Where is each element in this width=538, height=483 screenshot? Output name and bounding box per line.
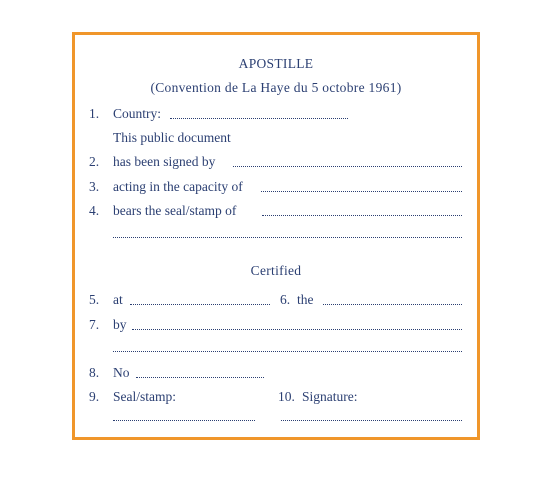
field-label-seal-of: bears the seal/stamp of (113, 203, 237, 218)
certified-heading: Certified (250, 263, 302, 278)
signed-by-blank-line (233, 166, 462, 167)
seal-of-continuation-line (113, 237, 462, 238)
field-label-by: by (113, 317, 127, 332)
field-number: 8. (89, 365, 100, 380)
field-label-country: Country: (113, 106, 162, 121)
field-label-the: the (297, 292, 314, 307)
capacity-blank-line (261, 191, 462, 192)
by-continuation-line (113, 351, 462, 352)
field-number: 10. (278, 389, 295, 404)
field-number: 9. (89, 389, 100, 404)
field-number: 5. (89, 292, 100, 307)
field-number: 2. (89, 154, 100, 169)
no-blank-line (136, 377, 264, 378)
field-label-no: No (113, 365, 130, 380)
by-blank-line (132, 329, 462, 330)
field-label-seal-stamp: Seal/stamp: (113, 389, 176, 404)
the-blank-line (323, 304, 462, 305)
at-blank-line (130, 304, 270, 305)
field-label-signature: Signature: (302, 389, 358, 404)
seal-of-blank-line (262, 215, 462, 216)
country-blank-line (170, 118, 348, 119)
public-document-label: This public document (113, 130, 231, 145)
field-number: 6. (280, 292, 291, 307)
field-label-at: at (113, 292, 123, 307)
field-number: 7. (89, 317, 100, 332)
field-label-capacity: acting in the capacity of (113, 179, 243, 194)
signature-blank-line (281, 420, 462, 421)
apostille-subtitle: (Convention de La Haye du 5 octobre 1961) (150, 80, 402, 95)
field-label-signed-by: has been signed by (113, 154, 216, 169)
field-number: 3. (89, 179, 100, 194)
field-number: 1. (89, 106, 100, 121)
apostille-title: APOSTILLE (238, 56, 314, 71)
field-number: 4. (89, 203, 100, 218)
apostille-frame (72, 32, 480, 440)
seal-stamp-blank-line (113, 420, 255, 421)
